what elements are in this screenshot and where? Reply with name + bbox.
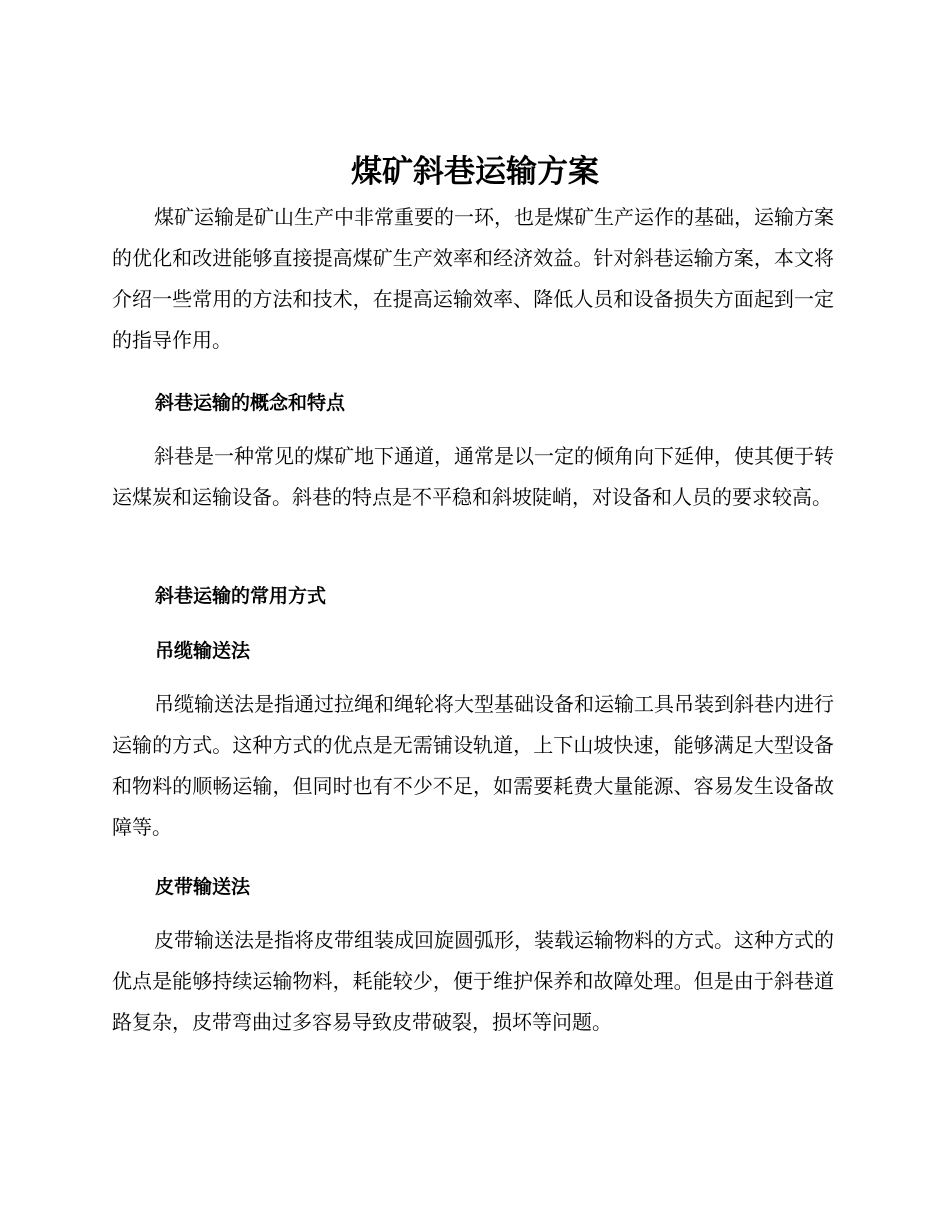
concept-paragraph: 斜巷是一种常见的煤矿地下通道，通常是以一定的倾角向下延伸，使其便于转运煤炭和运输设备。斜巷的特点是不平稳和斜坡陡峭，对设备和人员的要求较高。 xyxy=(112,444,834,509)
section-heading-concept: 斜巷运输的概念和特点 xyxy=(155,392,346,414)
intro-paragraph: 煤矿运输是矿山生产中非常重要的一环，也是煤矿生产运作的基础，运输方案的优化和改进能够直接提高煤矿生产效率和经济效益。针对斜巷运输方案，本文将介绍一些常用的方法和技术，在提高运输效率、降低人员和设备损失方面起到一定的指导作用。 xyxy=(112,205,834,352)
subsection-heading-belt: 皮带输送法 xyxy=(155,876,251,898)
document-title: 煤矿斜巷运输方案 xyxy=(351,154,599,190)
belt-paragraph: 皮带输送法是指将皮带组装成回旋圆弧形，装载运输物料的方式。这种方式的优点是能够持续运输物料，耗能较少，便于维护保养和故障处理。但是由于斜巷道路复杂，皮带弯曲过多容易导致皮带破裂，损坏等问题。 xyxy=(112,928,834,1034)
section-heading-methods: 斜巷运输的常用方式 xyxy=(155,585,327,607)
cable-paragraph: 吊缆输送法是指通过拉绳和绳轮将大型基础设备和运输工具吊装到斜巷内进行运输的方式。这种方式的优点是无需铺设轨道，上下山坡快速，能够满足大型设备和物料的顺畅运输，但同时也有不少不足，如需要耗费大量能源、容易发生设备故障等。 xyxy=(112,692,834,839)
subsection-heading-cable: 吊缆输送法 xyxy=(155,640,251,662)
